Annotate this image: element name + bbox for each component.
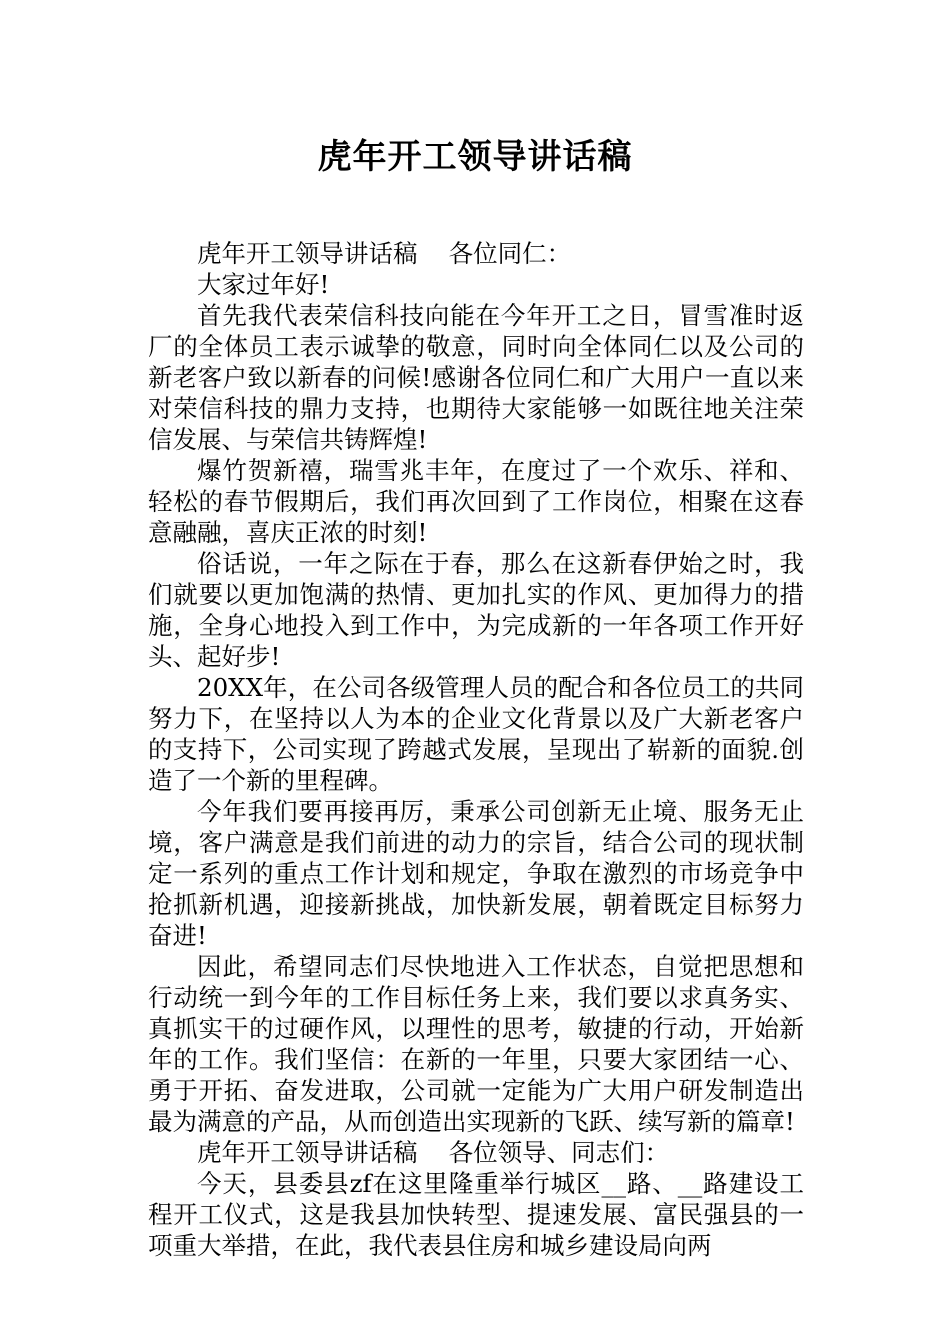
paragraph: 俗话说，一年之际在于春，那么在这新春伊始之时，我们就要以更加饱满的热情、更加扎实的作风、更加得力的措施，全身心地投入到工作中，为完成新的一年各项工作开好头、起好步! <box>148 549 804 671</box>
paragraph-greeting: 虎年开工领导讲话稿 各位同仁： <box>197 239 572 268</box>
paragraph: 爆竹贺新禧，瑞雪兆丰年，在度过了一个欢乐、祥和、轻松的春节假期后，我们再次回到了工作岗位，相聚在这春意融融，喜庆正浓的时刻! <box>148 456 804 547</box>
paragraph: 20XX年，在公司各级管理人员的配合和各位员工的共同努力下，在坚持以人为本的企业文化背景以及广大新老客户的支持下，公司实现了跨越式发展，呈现出了崭新的面貌.创造了一个新的里程碑。 <box>148 673 804 795</box>
paragraph: 首先我代表荣信科技向能在今年开工之日，冒雪准时返厂的全体员工表示诚挚的敬意，同时向全体同仁以及公司的新老客户致以新春的问候!感谢各位同仁和广大用户一直以来对荣信科技的鼎力支持，也期待大家能够一如既往地关注荣信发展、与荣信共铸辉煌! <box>148 301 804 454</box>
document-body <box>148 238 804 1261</box>
paragraph: 今年我们要再接再厉，秉承公司创新无止境、服务无止境，客户满意是我们前进的动力的宗旨，结合公司的现状制定一系列的重点工作计划和规定，争取在激烈的市场竞争中抢抓新机遇，迎接新挑战，加快新发展，朝着既定目标努力奋进! <box>148 797 804 950</box>
paragraph-greeting: 虎年开工领导讲话稿 各位领导、同志们： <box>197 1138 670 1167</box>
paragraph: 今天，县委县zf在这里隆重举行城区__路、__路建设工程开工仪式，这是我县加快转型、提速发展、富民强县的一项重大举措，在此，我代表县住房和城乡建设局向两 <box>148 1169 804 1260</box>
paragraph: 因此，希望同志们尽快地进入工作状态，自觉把思想和行动统一到今年的工作目标任务上来，我们要以求真务实、真抓实干的过硬作风，以理性的思考，敏捷的行动，开始新年的工作。我们坚信：在新的一年里，只要大家团结一心、勇于开拓、奋发进取，公司就一定能为广大用户研发制造出最为满意的产品，从而创造出实现新的飞跃、续写新的篇章! <box>148 952 804 1136</box>
document-title: 虎年开工领导讲话稿 <box>317 137 633 177</box>
paragraph: 大家过年好! <box>197 270 330 299</box>
